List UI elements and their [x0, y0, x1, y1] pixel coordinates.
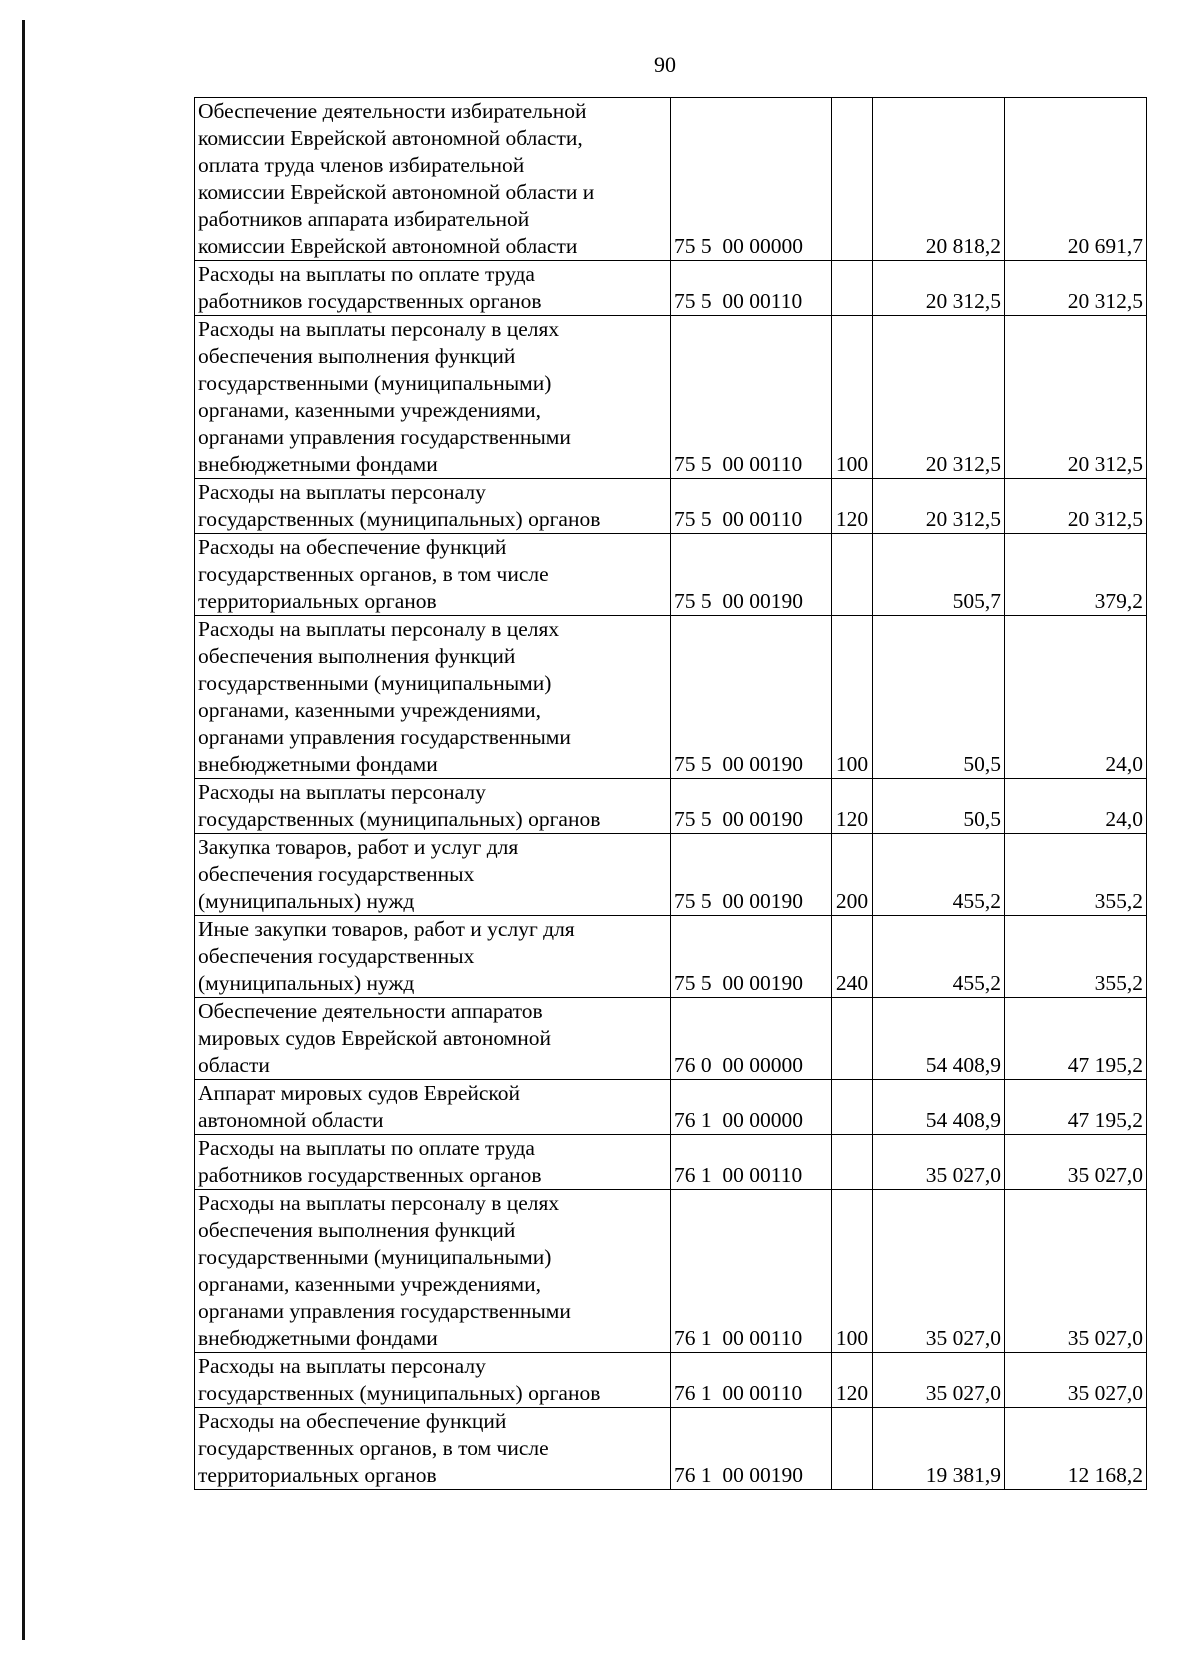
table-row — [195, 1408, 1147, 1490]
row-description: Расходы на выплаты по оплате труда работников государственных органов — [195, 261, 671, 316]
page-number: 90 — [654, 52, 676, 77]
row-code: 76 0 00 00000 — [671, 998, 832, 1080]
table-row — [195, 998, 1147, 1080]
row-description: Расходы на выплаты персоналу государственных (муниципальных) органов — [195, 779, 671, 834]
row-description: Расходы на выплаты по оплате труда работников государственных органов — [195, 1135, 671, 1190]
row-amount-1: 35 027,0 — [873, 1353, 1005, 1408]
row-description: Аппарат мировых судов Еврейской автономной области — [195, 1080, 671, 1135]
row-description: Расходы на обеспечение функций государственных органов, в том числе территориальных органов — [195, 1408, 671, 1490]
table-row — [195, 834, 1147, 916]
row-amount-2: 20 312,5 — [1005, 261, 1147, 316]
row-amount-1: 455,2 — [873, 916, 1005, 998]
row-amount-2: 379,2 — [1005, 534, 1147, 616]
row-amount-1: 20 312,5 — [873, 479, 1005, 534]
row-description: Расходы на выплаты персоналу в целях обеспечения выполнения функций государственными (муниципальными) органами, казенными учреждениями, органами управления государственными внебюджетными фондами — [195, 1190, 671, 1353]
row-amount-2: 20 312,5 — [1005, 479, 1147, 534]
table-row — [195, 1353, 1147, 1408]
row-amount-1: 35 027,0 — [873, 1135, 1005, 1190]
budget-table-body — [195, 98, 1147, 1490]
row-expense-type — [832, 98, 873, 261]
table-row — [195, 1135, 1147, 1190]
table-row — [195, 479, 1147, 534]
row-expense-type — [832, 998, 873, 1080]
row-description: Расходы на выплаты персоналу государственных (муниципальных) органов — [195, 1353, 671, 1408]
row-expense-type — [832, 1135, 873, 1190]
row-amount-2: 20 691,7 — [1005, 98, 1147, 261]
row-expense-type: 120 — [832, 1353, 873, 1408]
row-code: 76 1 00 00110 — [671, 1190, 832, 1353]
row-expense-type: 200 — [832, 834, 873, 916]
row-amount-2: 47 195,2 — [1005, 1080, 1147, 1135]
row-code: 75 5 00 00110 — [671, 479, 832, 534]
row-amount-1: 20 818,2 — [873, 98, 1005, 261]
row-amount-1: 35 027,0 — [873, 1190, 1005, 1353]
row-code: 75 5 00 00190 — [671, 534, 832, 616]
row-code: 75 5 00 00190 — [671, 616, 832, 779]
table-row — [195, 1080, 1147, 1135]
table-row — [195, 616, 1147, 779]
row-code: 76 1 00 00190 — [671, 1408, 832, 1490]
row-expense-type: 120 — [832, 479, 873, 534]
row-expense-type — [832, 1080, 873, 1135]
row-amount-1: 505,7 — [873, 534, 1005, 616]
row-amount-2: 12 168,2 — [1005, 1408, 1147, 1490]
row-expense-type — [832, 534, 873, 616]
row-amount-1: 50,5 — [873, 779, 1005, 834]
row-expense-type — [832, 1408, 873, 1490]
row-amount-1: 54 408,9 — [873, 1080, 1005, 1135]
row-code: 76 1 00 00000 — [671, 1080, 832, 1135]
table-row — [195, 779, 1147, 834]
table-row — [195, 916, 1147, 998]
row-expense-type: 100 — [832, 316, 873, 479]
row-amount-2: 35 027,0 — [1005, 1353, 1147, 1408]
row-amount-1: 19 381,9 — [873, 1408, 1005, 1490]
row-description: Иные закупки товаров, работ и услуг для обеспечения государственных (муниципальных) нужд — [195, 916, 671, 998]
row-description: Расходы на выплаты персоналу в целях обеспечения выполнения функций государственными (муниципальными) органами, казенными учреждениями, органами управления государственными внебюджетными фондами — [195, 316, 671, 479]
row-code: 75 5 00 00190 — [671, 916, 832, 998]
row-amount-1: 20 312,5 — [873, 261, 1005, 316]
scan-edge-line — [22, 20, 25, 1640]
row-amount-2: 20 312,5 — [1005, 316, 1147, 479]
row-code: 75 5 00 00190 — [671, 834, 832, 916]
row-amount-1: 20 312,5 — [873, 316, 1005, 479]
row-code: 75 5 00 00190 — [671, 779, 832, 834]
row-amount-1: 50,5 — [873, 616, 1005, 779]
row-description: Закупка товаров, работ и услуг для обеспечения государственных (муниципальных) нужд — [195, 834, 671, 916]
row-expense-type: 100 — [832, 1190, 873, 1353]
row-expense-type — [832, 261, 873, 316]
row-description: Обеспечение деятельности избирательной комиссии Еврейской автономной области, оплата труда членов избирательной комиссии Еврейской автономной области и работников аппарата избирательной комиссии Еврейской автономной области — [195, 98, 671, 261]
row-description: Расходы на выплаты персоналу государственных (муниципальных) органов — [195, 479, 671, 534]
budget-table — [194, 97, 1147, 1490]
row-code: 76 1 00 00110 — [671, 1135, 832, 1190]
row-description: Расходы на выплаты персоналу в целях обеспечения выполнения функций государственными (муниципальными) органами, казенными учреждениями, органами управления государственными внебюджетными фондами — [195, 616, 671, 779]
table-row — [195, 534, 1147, 616]
row-amount-2: 24,0 — [1005, 779, 1147, 834]
row-amount-2: 35 027,0 — [1005, 1190, 1147, 1353]
row-expense-type: 100 — [832, 616, 873, 779]
row-amount-2: 35 027,0 — [1005, 1135, 1147, 1190]
row-code: 75 5 00 00000 — [671, 98, 832, 261]
row-amount-2: 355,2 — [1005, 834, 1147, 916]
row-code: 75 5 00 00110 — [671, 316, 832, 479]
row-amount-1: 455,2 — [873, 834, 1005, 916]
table-row — [195, 98, 1147, 261]
row-expense-type: 120 — [832, 779, 873, 834]
row-amount-2: 355,2 — [1005, 916, 1147, 998]
row-description: Обеспечение деятельности аппаратов мировых судов Еврейской автономной области — [195, 998, 671, 1080]
table-row — [195, 261, 1147, 316]
row-amount-2: 24,0 — [1005, 616, 1147, 779]
table-row — [195, 316, 1147, 479]
row-code: 75 5 00 00110 — [671, 261, 832, 316]
row-amount-2: 47 195,2 — [1005, 998, 1147, 1080]
row-expense-type: 240 — [832, 916, 873, 998]
row-amount-1: 54 408,9 — [873, 998, 1005, 1080]
row-code: 76 1 00 00110 — [671, 1353, 832, 1408]
row-description: Расходы на обеспечение функций государственных органов, в том числе территориальных органов — [195, 534, 671, 616]
table-row — [195, 1190, 1147, 1353]
